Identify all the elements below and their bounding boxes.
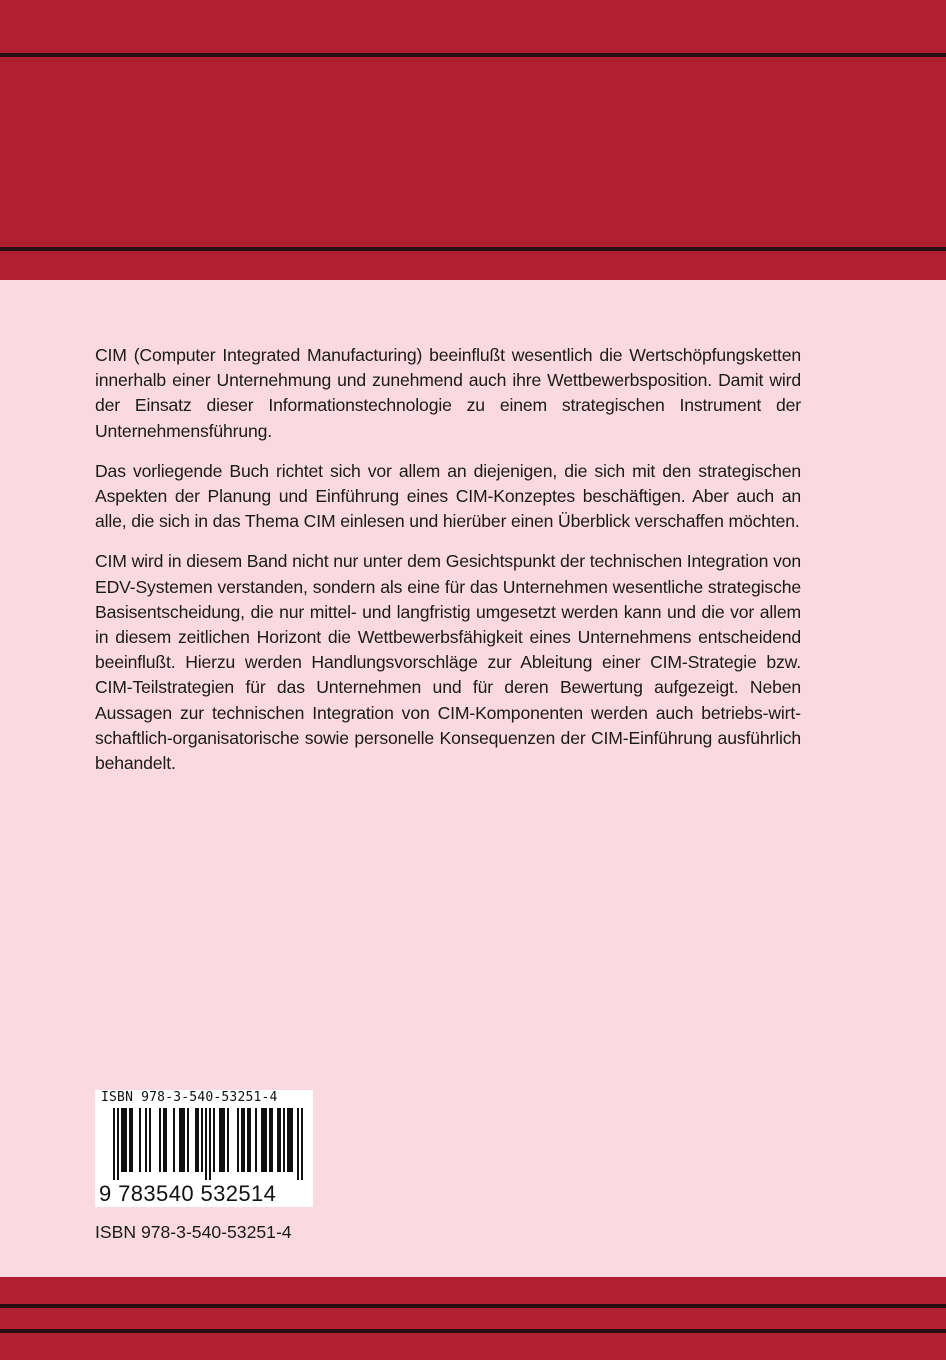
barcode-bar (113, 1108, 115, 1180)
barcode-bar (277, 1108, 281, 1172)
barcode-bars (113, 1108, 303, 1180)
barcode-bar (149, 1108, 151, 1172)
barcode-bar (117, 1108, 119, 1180)
blurb-paragraph-3: CIM wird in diesem Band nicht nur unter dem Gesichtspunkt der technischen Integration von EDV-Systemen verstanden, sondern als eine für das Unternehmen wesentliche strategische Basisentscheidung, die nur mittel- und langfristig umgesetzt werden kann und die vor allem in diesem zeitlichen Horizont die Wettbewerbsfähigkeit eines Unternehmens entscheidend beeinflußt. Hierzu werden Handlungsvorschläge zur Ableitung einer CIM-Strategie bzw. CIM-Teilstrategien für das Unternehmen und für deren Bewertung aufgezeigt. Neben Aussagen zur technischen Integration von CIM-Komponenten werden auch betriebs-wirtschaftlich-organisatorische sowie personelle Konsequenzen der CIM-Einführung ausführlich behandelt. (95, 551, 801, 774)
blurb-paragraph-1: CIM (Computer Integrated Manufacturing) beeinflußt wesentlich die Wertschöpfungsketten innerhalb einer Unternehmung und zunehmend auch ihre Wettbewerbsposition. Damit wird der Einsatz dieser Informationstechnologie zu einem strategischen Instrument der Unternehmensführung. (95, 345, 801, 441)
barcode-bar (297, 1108, 299, 1180)
barcode-bar (255, 1108, 257, 1172)
barcode-bar (237, 1108, 239, 1172)
blurb-paragraph-2: Das vorliegende Buch richtet sich vor allem an diejenigen, die sich mit den strategischen Aspekten der Planung und Einführung eines CIM-Konzeptes beschäftigen. Aber auch an alle, die sich in das Thema CIM einlesen und hierüber einen Überblick verschaffen möchten. (95, 460, 801, 532)
barcode-bar (121, 1108, 127, 1172)
barcode-isbn-label: ISBN 978-3-540-53251-4 (101, 1090, 278, 1105)
bottom-rule-lower (0, 1329, 946, 1333)
top-rule-lower (0, 247, 946, 251)
barcode-bar (163, 1108, 167, 1172)
barcode-bar (213, 1108, 215, 1172)
barcode-bar (247, 1108, 251, 1172)
back-cover-blurb (95, 343, 801, 791)
top-rule-upper (0, 53, 946, 57)
isbn-barcode (95, 1090, 313, 1207)
barcode-bar (241, 1108, 245, 1172)
barcode-bar (209, 1108, 211, 1180)
barcode-bar (159, 1108, 161, 1172)
barcode-bar (287, 1108, 293, 1172)
barcode-bar (269, 1108, 273, 1172)
barcode-digits: 9 783540 532514 (99, 1181, 277, 1206)
barcode-bar (187, 1108, 189, 1172)
barcode-bar (283, 1108, 285, 1172)
barcode-bar (205, 1108, 207, 1180)
barcode-bar (227, 1108, 229, 1172)
barcode-bar (201, 1108, 203, 1172)
barcode-bar (301, 1108, 303, 1180)
barcode-bar (145, 1108, 147, 1172)
barcode-bar (219, 1108, 225, 1172)
barcode-bar (139, 1108, 141, 1172)
bottom-rule-upper (0, 1304, 946, 1308)
barcode-bar (195, 1108, 199, 1172)
barcode-bar (129, 1108, 133, 1172)
barcode-bar (179, 1108, 185, 1172)
top-color-band (0, 0, 946, 280)
barcode-bar (173, 1108, 175, 1172)
bottom-color-band (0, 1277, 946, 1360)
isbn-text: ISBN 978-3-540-53251-4 (95, 1222, 292, 1242)
barcode-bar (261, 1108, 267, 1172)
